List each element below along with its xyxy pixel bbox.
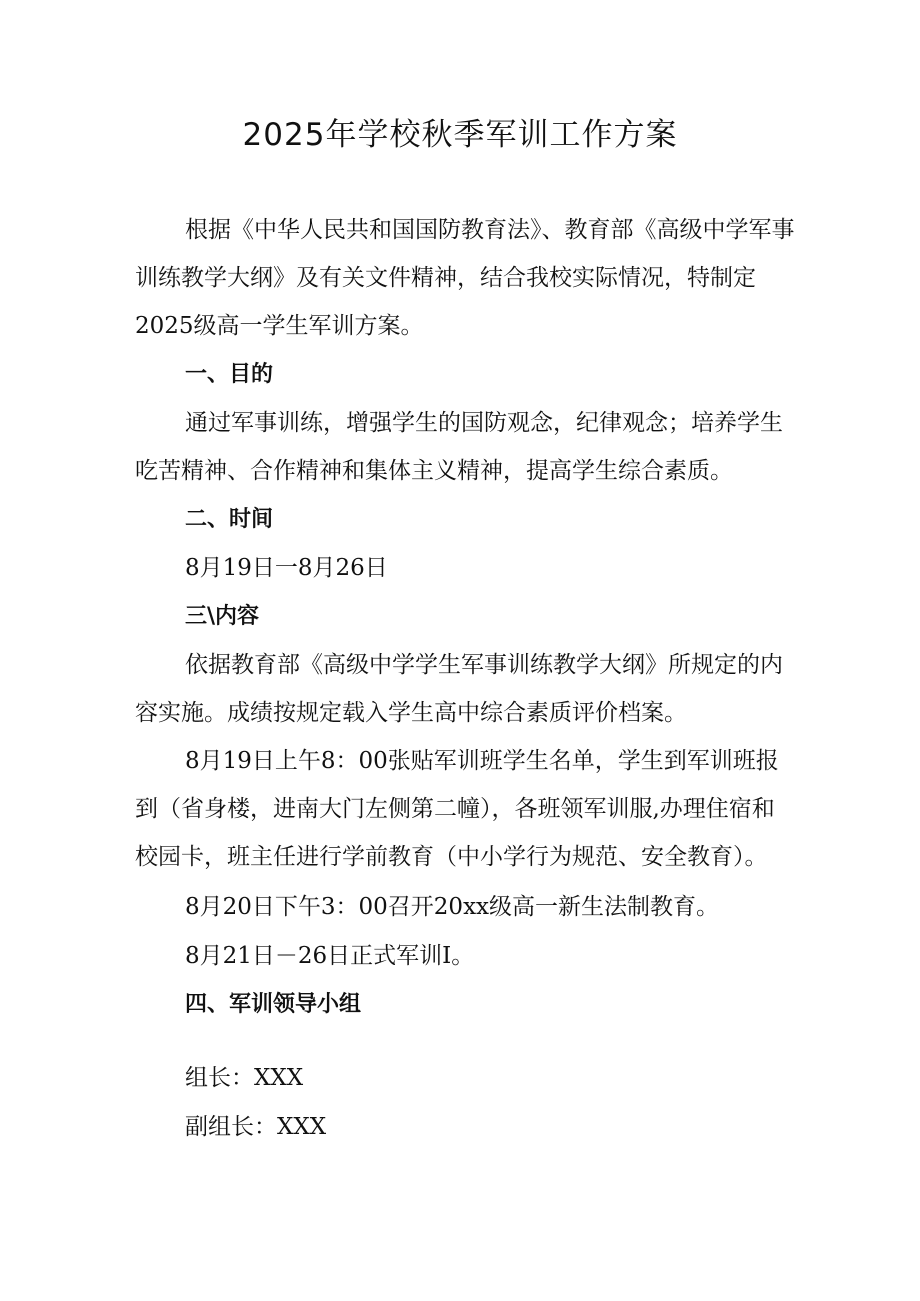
- leader-name: XXX: [254, 1065, 304, 1091]
- purpose-paragraph: 通过军事训练，增强学生的国防观念，纪律观念；培养学生吃苦精神、合作精神和集体主义精神，提高学生综合素质。: [135, 410, 783, 484]
- leader-line: [185, 1054, 303, 1102]
- deputy-leader-role: 副组长：: [185, 1114, 277, 1140]
- section-heading-content: 三\内容: [185, 604, 260, 629]
- content-paragraph-4: 8月21日－26日正式军训I。: [185, 943, 475, 969]
- content-paragraph-1: 依据教育部《高级中学学生军事训练教学大纲》所规定的内容实施。成绩按规定载入学生高中综合素质评价档案。: [135, 652, 783, 726]
- deputy-leader-line: [185, 1103, 326, 1151]
- section-heading-time: 二、时间: [185, 507, 274, 532]
- content-paragraph-3: 8月20日下午3：00召开20xx级高一新生法制教育。: [185, 894, 720, 920]
- time-paragraph: 8月19日一8月26日: [185, 555, 388, 581]
- deputy-leader-name: XXX: [277, 1114, 327, 1140]
- content-paragraph-2: 8月19日上午8：00张贴军训班学生名单，学生到军训班报到（省身楼，进南大门左侧第二幢），各班领军训服,办理住宿和校园卡，班主任进行学前教育（中小学行为规范、安全教育）。: [135, 748, 779, 870]
- intro-paragraph: 根据《中华人民共和国国防教育法》、教育部《高级中学军事训练教学大纲》及有关文件精神，结合我校实际情况，特制定2025级高一学生军训方案。: [135, 217, 795, 339]
- document-title: 2025年学校秋季军训工作方案: [242, 117, 678, 153]
- leader-role: 组长：: [185, 1065, 254, 1091]
- section-heading-leadership: 四、军训领导小组: [185, 992, 362, 1017]
- section-heading-purpose: 一、目的: [185, 362, 274, 387]
